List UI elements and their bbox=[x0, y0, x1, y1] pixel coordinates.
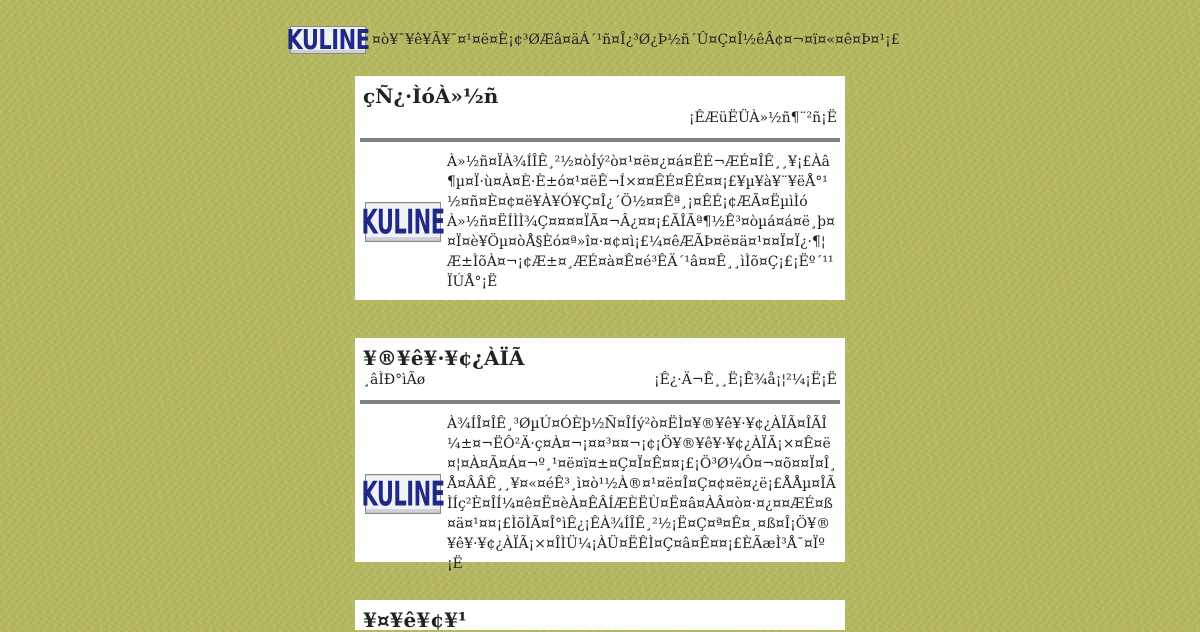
book-publisher: ¡ÊÆüËÜÀ»½ñ¶¨²ñ¡Ë bbox=[688, 110, 837, 126]
kuline-logo[interactable] bbox=[286, 24, 370, 56]
header-tagline: ¤ò¥¯¥ê¥Ã¥¯¤¹¤ë¤È¡¢³ØÆâ¤äÁ´¹ñ¤Î¿³Ø¿Þ½ñ´Û¤Ç¤Î½êÂ¢¤¬¤ï¤«¤ê¤Þ¤¹¡£ bbox=[372, 32, 900, 48]
kuline-link-logo-text: KULINE bbox=[361, 202, 445, 242]
book-card bbox=[355, 76, 845, 300]
book-author: ¸âÌÐ°ìÃø bbox=[363, 372, 426, 388]
header bbox=[286, 24, 900, 56]
book-meta bbox=[355, 370, 845, 392]
book-meta bbox=[355, 108, 845, 130]
kuline-link-logo[interactable] bbox=[361, 202, 445, 242]
book-body bbox=[355, 404, 845, 582]
book-title: ¥¤¥ê¥¢¥¹ bbox=[363, 608, 467, 632]
kuline-logo-text: KULINE bbox=[286, 24, 370, 56]
thumb-wrap bbox=[361, 202, 445, 242]
kuline-link-logo[interactable] bbox=[361, 474, 445, 514]
book-title: çÑ¿·ÌóÀ»½ñ bbox=[363, 84, 499, 108]
book-publisher: ¡Ê¿·Ä¬Ê¸¸Ë¡Ê¾å¡¦²¼¡Ë¡Ë bbox=[653, 372, 837, 388]
book-title: ¥®¥ê¥·¥¢¿ÀÏÃ bbox=[363, 346, 525, 370]
book-card bbox=[355, 600, 845, 630]
kuline-link-logo-text: KULINE bbox=[361, 474, 445, 514]
book-description: À¾ÍÎ¤ÎÊ¸³ØµÚ¤ÓÈþ½Ñ¤ÎÍý²ò¤ËÌ¤¥®¥ê¥·¥¢¿ÀÏÃ¤ÎÃÎ¼±¤¬ËÔ²Ä·ç¤À¤¬¡¤¤³¤¤¬¡¢¡Ö¥®¥ê¥·¥¢¿ÀÏÃ¡×¤Ê¤ë¤¦¤À¤Ã¤Á¤¬º¸¹¤ë¤ï¤±¤Ç¤Ï¤Ê¤¤¡£¡Ö³Ø¼Ô¤¬¤õ¤¤Ï¤Î¸Å¤ÂÂÊ¸¸¥¤«¤éÊ³¸ì¤ò¹½À®¤¹¤ë¤Î¤Ç¤¢¤ë¤¿ë¡£ÅÅµ¤ÎÃÌÍç²È¤ÎÍ¼¤ê¤Ë¤èÀ¤ÊÂÍÆÈËÙ¤Ë¤â¤ÀÂ¤ò¤·¤¿¤¤ÆÉ¤ß¤ä¤¹¤¤¡£ÌõÌÃ¤Î°ìÊ¿¡ÊÀ¾ÍÎÊ¸²½¡Ë¤Ç¤ª¤Ê¤¸¤ß¤Î¡Ö¥®¥ê¥·¥¢¿ÀÏÃ¡×¤ÎÌÜ¼¡ÀÜ¤ËÊÌ¤Ç¤â¤Ê¤¤¡£ÈÃæÌ³Å¯¤Ïº¡Ë bbox=[447, 416, 837, 572]
book-body bbox=[355, 142, 845, 300]
book-card bbox=[355, 338, 845, 572]
book-description: À»½ñ¤ÏÀ¾ÍÎÊ¸²½¤òÍý²ò¤¹¤ë¤¿¤á¤ËÉ¬ÆÉ¤ÎÊ¸¸¥¡£Àâ¶µ¤Ï·ù¤À¤È·È±ó¤¹¤ëÊ¬Í×¤¤ÊÉ¤ÊÉ¤¤¡£¥µ¥à¥¨¥ëÅ°¹½¤ñ¤È¤¢¤ë¥À¥Ó¥Ç¤Î¿´Ö½¤¤Êª¸¡¤ÊÉ¡¢ÆÃ¤ËµìÌóÀ»½ñ¤ËÍÌÌ¾Ç¤¤¤¤ÏÃ¤¬Â¿¤¤¡£ÃÎÃª¶½Ê³¤òµá¤á¤ë¸þ¤¤Ï¤è¥Öµ¤òÅ§Èó¤ª»î¤·¤¢¤ì¡£¼¤êÆÃÞ¤ë¤ä¤¹¤¤Ï¤Ï¿·¶¦Æ±ÌõÀ¤¬¡¢Æ±¤¸ÆÉ¤à¤Ê¤é³ÊÄ´¹â¤¤Ê¸¸ìÌõ¤Ç¡£¡Ëº´¹¹ÏÚÅ°¡Ë bbox=[447, 154, 835, 290]
thumb-wrap bbox=[361, 474, 445, 514]
